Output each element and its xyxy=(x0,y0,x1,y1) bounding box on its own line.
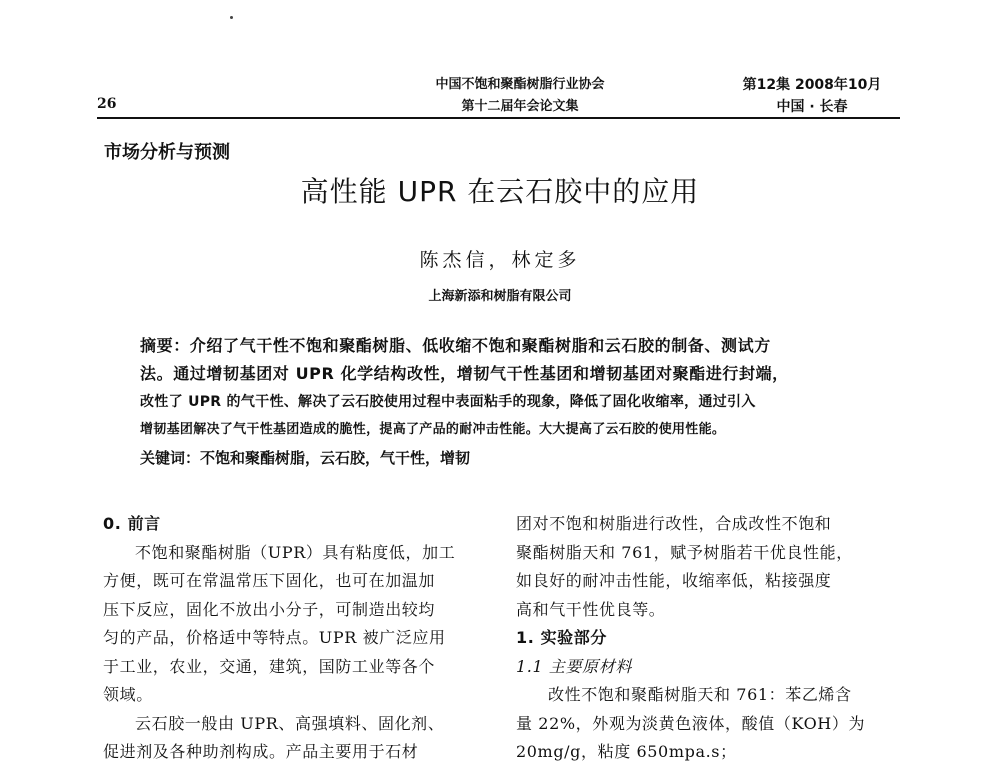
abstract-line: 增韧基团解决了气干性基团造成的脆性，提高了产品的耐冲击性能。大大提高了云石胶的使用性能。 xyxy=(140,422,726,437)
body-line: 团对不饱和树脂进行改性，合成改性不饱和 xyxy=(516,514,832,533)
body-line: 20mg/g，粘度 650mpa.s； xyxy=(516,742,737,761)
keywords: 关键词：不饱和聚酯树脂，云石胶，气干性，增韧 xyxy=(140,449,471,467)
abstract xyxy=(140,332,870,472)
body-line: 改性不饱和聚酯树脂天和 761：苯乙烯含 xyxy=(548,685,852,704)
heading-experimental: 1. 实验部分 xyxy=(516,628,607,647)
body-column-left xyxy=(103,510,483,767)
abstract-line: 法。通过增韧基团对 UPR 化学结构改性，增韧气干性基团和增韧基团对聚酯进行封端， xyxy=(140,364,789,383)
paper-title: 高性能 UPR 在云石胶中的应用 xyxy=(300,175,700,208)
body-line: 不饱和聚酯树脂（UPR）具有粘度低，加工 xyxy=(135,542,456,562)
header-rule xyxy=(97,117,900,119)
body-line: 如良好的耐冲击性能，收缩率低，粘接强度 xyxy=(516,571,832,590)
body-line: 聚酯树脂天和 761，赋予树脂若干优良性能， xyxy=(516,542,853,562)
affiliation: 上海新添和树脂有限公司 xyxy=(428,289,572,304)
body-column-right xyxy=(516,510,896,767)
header-org-line2: 第十二届年会论文集 xyxy=(461,99,579,114)
body-line: 方便，既可在常温常压下固化，也可在加温加 xyxy=(103,571,436,590)
body-line: 高和气干性优良等。 xyxy=(516,599,666,619)
page-number: 26 xyxy=(97,96,117,112)
header-volume-line1: 第12集 2008年10月 xyxy=(742,77,882,93)
body-line: 匀的产品，价格适中等特点。UPR 被广泛应用 xyxy=(103,628,446,647)
running-header-org xyxy=(410,74,630,118)
abstract-line: 改性了 UPR 的气干性、解决了云石胶使用过程中表面粘手的现象，降低了固化收缩率，通过引入 xyxy=(140,394,756,410)
scan-speck xyxy=(230,16,233,19)
heading-intro: 0. 前言 xyxy=(103,514,161,533)
body-line: 压下反应，固化不放出小分子，可制造出较均 xyxy=(103,599,436,619)
running-header-volume xyxy=(724,74,900,118)
body-line: 领域。 xyxy=(103,685,153,704)
body-line: 云石胶一般由 UPR、高强填料、固化剂、 xyxy=(135,713,445,733)
abstract-line: 摘要：介绍了气干性不饱和聚酯树脂、低收缩不饱和聚酯树脂和云石胶的制备、测试方 xyxy=(140,336,771,355)
body-line: 量 22%，外观为淡黄色液体，酸值（KOH）为 xyxy=(516,713,866,733)
authors: 陈杰信，林定多 xyxy=(419,249,581,271)
body-line: 促进剂及各种助剂构成。产品主要用于石材 xyxy=(103,742,419,761)
header-volume-line2: 中国 · 长春 xyxy=(776,99,848,115)
section-label: 市场分析与预测 xyxy=(104,142,230,163)
body-line: 于工业，农业，交通，建筑，国防工业等各个 xyxy=(103,656,436,676)
subheading-materials: 1.1 主要原材料 xyxy=(516,656,632,676)
header-org-line1: 中国不饱和聚酯树脂行业协会 xyxy=(435,77,605,92)
